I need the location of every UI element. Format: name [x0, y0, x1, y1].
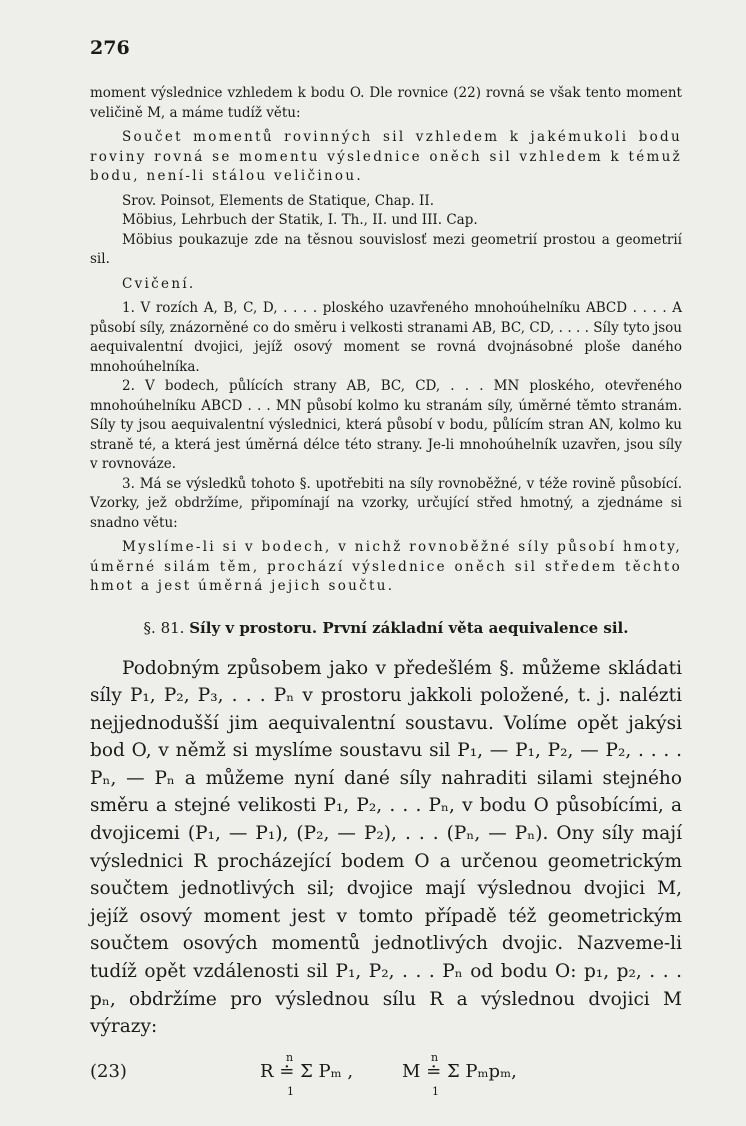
reference-mobius: Möbius, Lehrbuch der Statik, I. Th., II. und III. Cap. — [122, 212, 478, 228]
sum-upper-limit-2: n — [431, 1050, 439, 1064]
page-number: 276 — [90, 37, 130, 59]
sum-lower-limit-2: 1 — [432, 1084, 439, 1098]
exercise-2: 2. V bodech, půlících strany AB, BC, CD, . . . MN ploského, otevřeného mnohoúhelníku ABCD . . . MN působí kolmo ku stranám síly, úměrné těmto stranám. Síly ty jsou aequivalentní výslednici, která působí v bodu, půlícím stran AN, kolmo ku straně té, a která jest úměrná délce této strany. Je-li mnohoúhelník uzavřen, jsou síly v rovnováze. — [90, 378, 682, 472]
section-title: Síly v prostoru. První základní věta aequivalence sil. — [189, 618, 629, 637]
equation-resultant-couple: M ≐ Σ Pₘpₘ, — [402, 1060, 517, 1082]
intro-paragraph: moment výslednice vzhledem k bodu O. Dle rovnice (22) rovná se však tento moment veličině M, a máme tudíž větu: — [90, 85, 682, 121]
exercise-1: 1. V rozích A, B, C, D, . . . . ploského uzavřeného mnohoúhelníku ABCD . . . . A působí síly, znázorněné co do směru i velkosti stranami AB, BC, CD, . . . . Síly tyto jsou aequivalentní dvojici, jejíž osový moment se rovná dvojnásobné ploše daného mnohoúhelníka. — [90, 300, 682, 375]
theorem-text: Součet momentů rovinných sil vzhledem k jakémukoli bodu roviny rovná se momentu výslednice oněch sil vzhledem k témuž bodu, není-li stálou veličinou. — [90, 129, 682, 184]
equation-resultant-force: R ≐ Σ Pₘ , — [260, 1060, 354, 1082]
exercises-title: Cvičení. — [122, 275, 196, 292]
equation-number: (23) — [90, 1060, 127, 1082]
sum-lower-limit: 1 — [287, 1084, 294, 1098]
mobius-note: Möbius poukazuje zde na těsnou souvislosť mezi geometrií prostou a geometrií sil. — [90, 231, 682, 267]
page-content — [90, 84, 682, 1099]
reference-poinsot: Srov. Poinsot, Elements de Statique, Chap. II. — [122, 192, 435, 209]
section-number: §. 81. — [143, 618, 185, 637]
equation-23 — [90, 1050, 682, 1099]
main-paragraph: Podobným způsobem jako v předešlém §. můžeme skládati síly P₁, P₂, P₃, . . . Pₙ v prostoru jakkoli položené, t. j. nalézti nejjednodušší jim aequivalentní soustavu. Volíme opět jakýsi bod O, v němž si myslíme soustavu sil P₁, — P₁, P₂, — P₂, . . . . Pₙ, — Pₙ a můžeme nyní dané síly nahraditi silami stejného směru a stejné velikosti P₁, P₂, . . . Pₙ, v bodu O působícími, a dvojicemi (P₁, — P₁), (P₂, — P₂), . . . (Pₙ, — Pₙ). Ony síly mají výslednici R procházející bodem O a určenou geometrickým součtem jednotlivých sil; dvojice mají výslednou dvojici M, jejíž osový moment jest v tomto případě též geometrickým součtem osových momentů jednotlivých dvojic. Nazveme-li tudíž opět vzdálenosti sil P₁, P₂, . . . Pₙ od bodu O: p₁, p₂, . . . pₙ, obdržíme pro výslednou sílu R a výslednou dvojici M výrazy: — [90, 657, 682, 1038]
exercise-3: 3. Má se výsledků tohoto §. upotřebiti na síly rovnoběžné, v téže rovině působící. Vzorky, jež obdržíme, připomínají na vzorky, určující střed hmotný, a zjednáme si snadno větu: — [90, 475, 682, 531]
theorem-parallel-forces: Myslíme-li si v bodech, v nichž rovnoběžné síly působí hmoty, úměrné silám těm, prochází výslednice oněch sil středem těchto hmot a jest úměrná jejich součtu. — [90, 539, 682, 594]
sum-upper-limit: n — [286, 1050, 294, 1064]
section-heading — [90, 619, 682, 637]
